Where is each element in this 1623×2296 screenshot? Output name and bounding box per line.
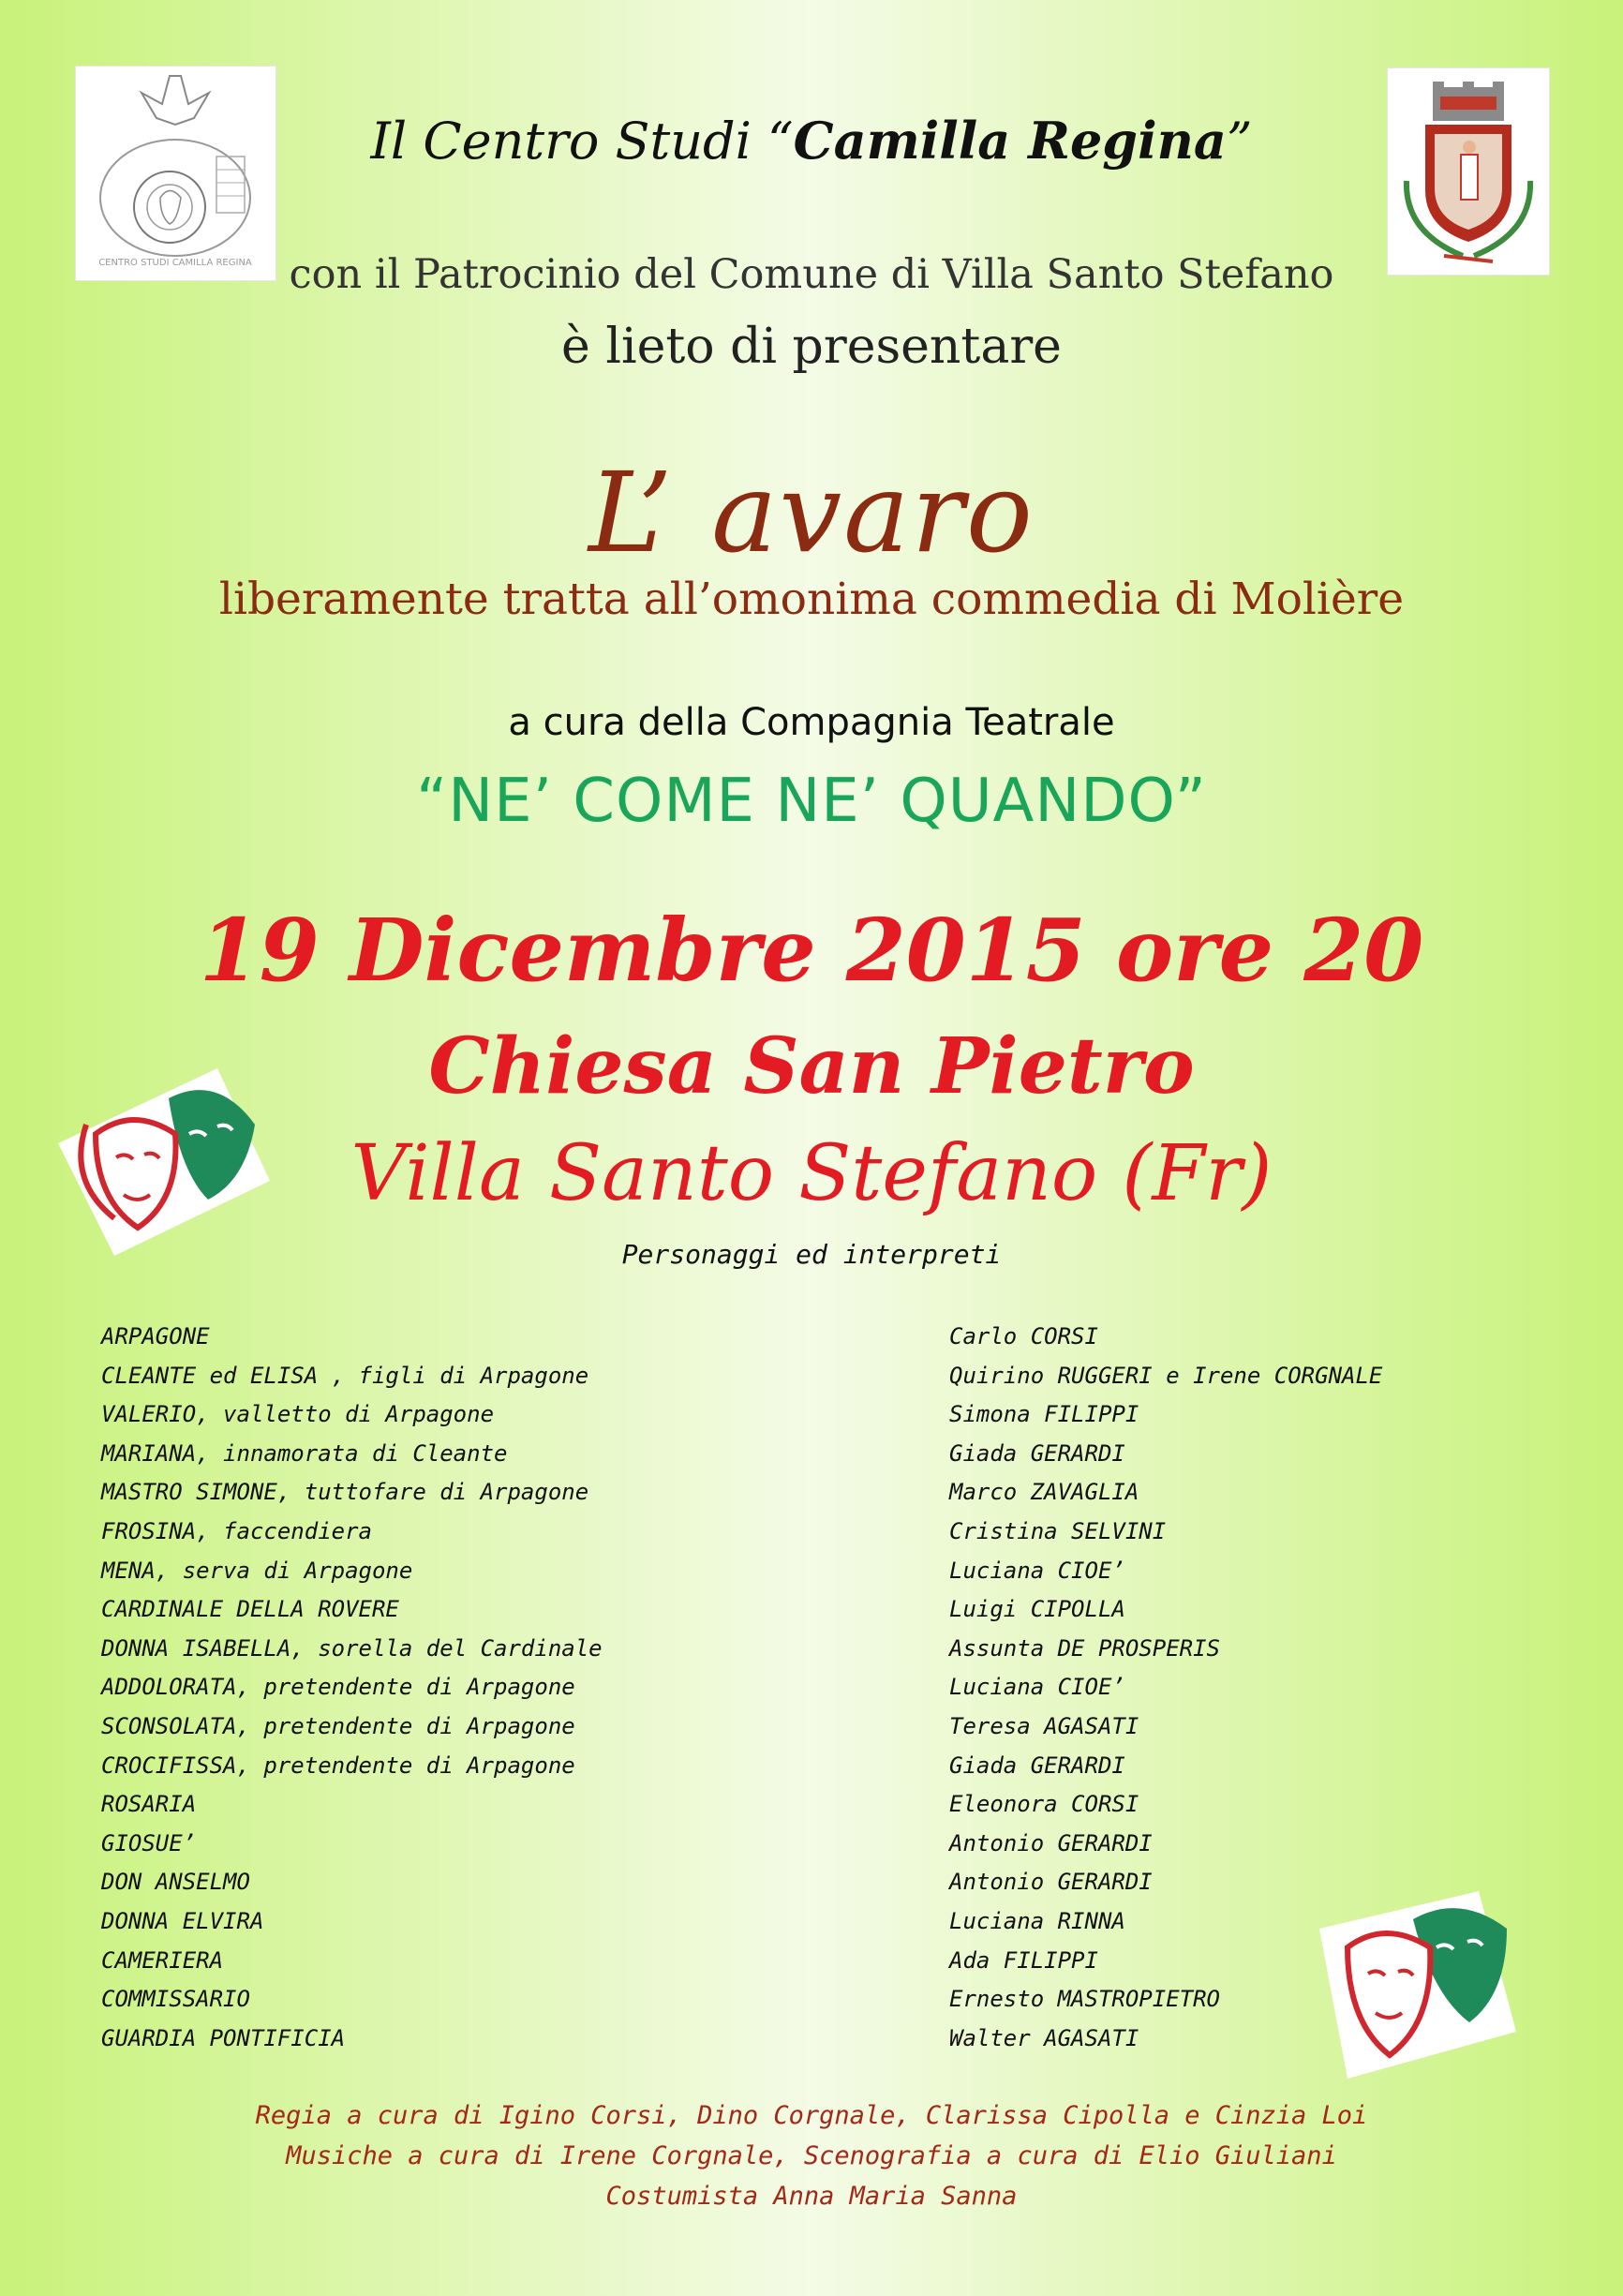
- cast-role: ARPAGONE: [101, 1323, 210, 1349]
- cast-role: MARIANA, innamorata di Cleante: [101, 1439, 508, 1467]
- event-date-time: 19 Dicembre 2015 ore 20: [199, 900, 1424, 1001]
- cast-actor: Cristina SELVINI: [949, 1517, 1167, 1544]
- cast-role: MASTRO SIMONE, tuttofare di Arpagone: [101, 1479, 589, 1506]
- cast-actor: Giada GERARDI: [949, 1752, 1125, 1779]
- event-venue: Chiesa San Pietro: [428, 1021, 1195, 1111]
- cast-role: CAMERIERA: [101, 1946, 224, 1974]
- cast-role: VALERIO, valletto di Arpagone: [101, 1401, 495, 1428]
- credit-costumi: Costumista Anna Maria Sanna: [605, 2182, 1018, 2211]
- cast-actor: Antonio GERARDI: [949, 1829, 1153, 1856]
- cast-role: DON ANSELMO: [101, 1869, 250, 1896]
- cast-role: ROSARIA: [101, 1791, 197, 1818]
- cast-role: ADDOLORATA, pretendente di Arpagone: [101, 1674, 575, 1701]
- town-coat-of-arms-icon: [1387, 67, 1550, 276]
- organizer-suffix: ”: [1226, 112, 1253, 171]
- cast-actor: Carlo CORSI: [949, 1323, 1098, 1349]
- organizer-prefix: Il Centro Studi “: [370, 112, 794, 171]
- cast-role: FROSINA, faccendiera: [101, 1517, 372, 1544]
- cast-actor: Walter AGASATI: [949, 2024, 1139, 2051]
- emblem-caption: CENTRO STUDI CAMILLA REGINA: [98, 258, 252, 268]
- credit-musiche: Musiche a cura di Irene Corgnale, Scenografia a cura di Elio Giuliani: [286, 2141, 1337, 2170]
- cast-actor: Luigi CIPOLLA: [949, 1596, 1125, 1623]
- company-label: a cura della Compagnia Teatrale: [508, 701, 1115, 744]
- credit-regia: Regia a cura di Igino Corsi, Dino Corgnale, Clarissa Cipolla e Cinzia Loi: [255, 2101, 1368, 2130]
- patrocinio-line: con il Patrocinio del Comune di Villa Santo Stefano: [289, 251, 1334, 298]
- masks-drawing-left: [58, 1068, 270, 1256]
- play-subtitle: liberamente tratta all’omonima commedia di Molière: [218, 574, 1405, 625]
- cast-actor: Simona FILIPPI: [949, 1401, 1139, 1428]
- cast-actor: Ada FILIPPI: [949, 1946, 1098, 1974]
- cast-role: SCONSOLATA, pretendente di Arpagone: [101, 1712, 575, 1739]
- cast-actor: Quirino RUGGERI e Irene CORGNALE: [949, 1362, 1383, 1389]
- cast-role: COMMISSARIO: [101, 1986, 250, 2013]
- cast-role: GIOSUE’: [101, 1829, 197, 1856]
- cast-actor: Eleonora CORSI: [949, 1791, 1139, 1818]
- camilla-regina-emblem-icon: [75, 66, 276, 281]
- cast-actor: Luciana CIOE’: [949, 1674, 1125, 1701]
- cast-roles-column: [101, 1318, 907, 2058]
- cast-actor: Ernesto MASTROPIETRO: [949, 1986, 1220, 2013]
- coat-of-arms-drawing: [1388, 68, 1549, 275]
- cast-actor: Marco ZAVAGLIA: [949, 1479, 1139, 1506]
- masks-drawing-right: [1319, 1891, 1516, 2079]
- organizer-name: Camilla Regina: [793, 111, 1227, 171]
- cast-actor: Antonio GERARDI: [949, 1869, 1153, 1896]
- play-title: L’ avaro: [588, 448, 1035, 577]
- theater-masks-right-icon: [1319, 1891, 1516, 2079]
- cast-actor: Luciana CIOE’: [949, 1557, 1125, 1584]
- event-town: Villa Santo Stefano (Fr): [350, 1129, 1273, 1218]
- cast-role: CARDINALE DELLA ROVERE: [101, 1596, 399, 1623]
- cast-heading: Personaggi ed interpreti: [621, 1239, 1002, 1270]
- cast-role: CLEANTE ed ELISA , figli di Arpagone: [101, 1362, 589, 1389]
- company-name: “NE’ COME NE’ QUANDO”: [416, 767, 1207, 836]
- cast-role: GUARDIA PONTIFICIA: [101, 2024, 346, 2051]
- emblem-drawing: [76, 67, 275, 280]
- cast-role: MENA, serva di Arpagone: [101, 1557, 413, 1584]
- theater-masks-left-icon: [58, 1068, 270, 1256]
- cast-role: CROCIFISSA, pretendente di Arpagone: [101, 1752, 575, 1779]
- cast-actor: Assunta DE PROSPERIS: [949, 1634, 1220, 1662]
- cast-actor: Giada GERARDI: [949, 1439, 1125, 1467]
- cast-role: DONNA ISABELLA, sorella del Cardinale: [101, 1634, 603, 1662]
- organizer-line: [0, 111, 1623, 171]
- cast-role: DONNA ELVIRA: [101, 1907, 264, 1934]
- presentare-line: è lieto di presentare: [561, 319, 1062, 375]
- cast-actor: Teresa AGASATI: [949, 1712, 1139, 1739]
- cast-actor: Luciana RINNA: [949, 1907, 1125, 1934]
